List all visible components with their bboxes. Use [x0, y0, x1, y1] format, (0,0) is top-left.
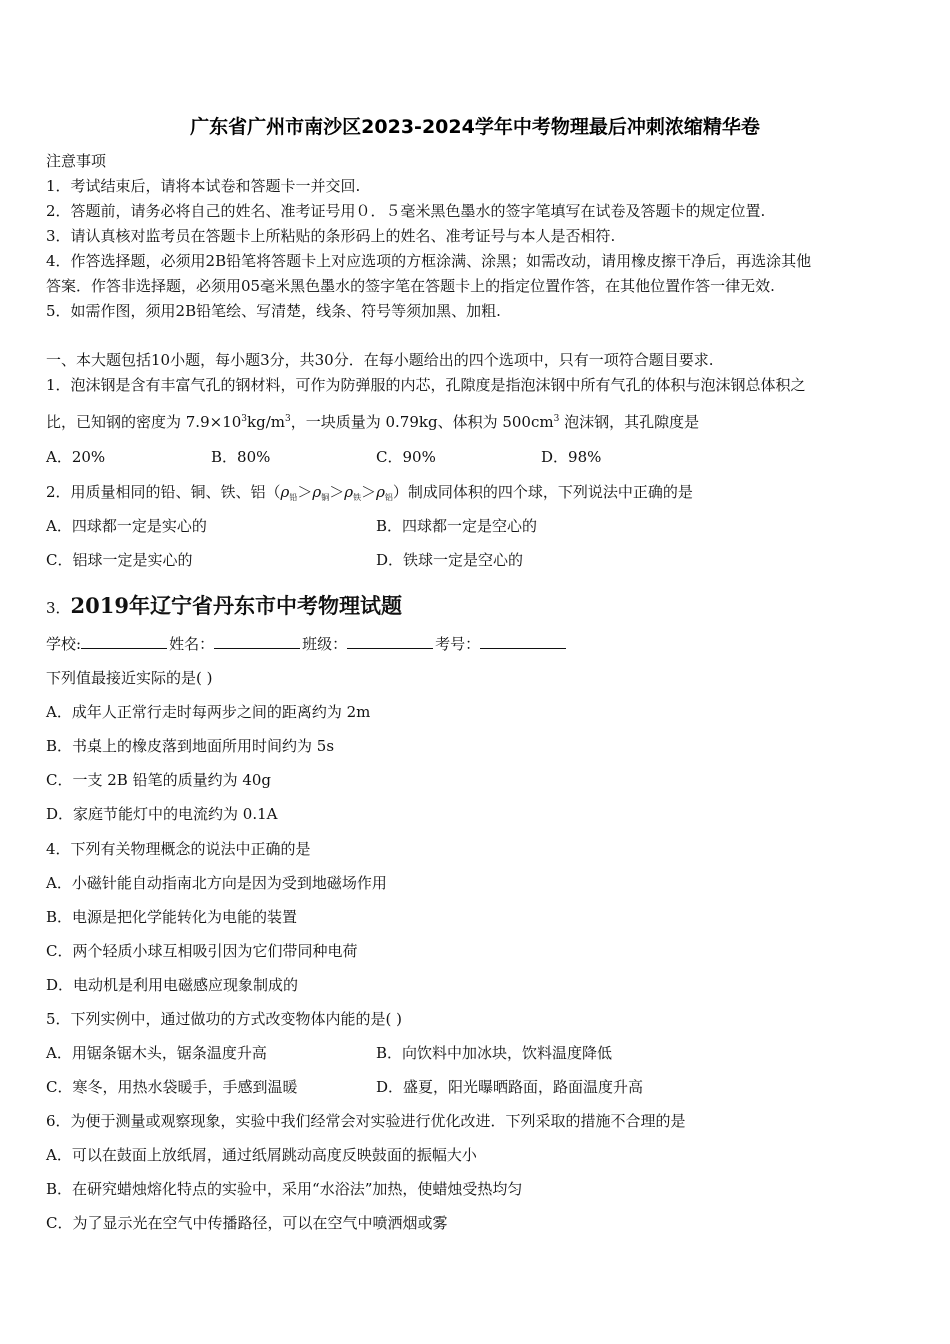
- q1-text-b: kg/m: [247, 413, 285, 431]
- q1-text-a: 比，已知钢的密度为 7.9×10: [46, 413, 242, 431]
- exam-heading-text: 2019年辽宁省丹东市中考物理试题: [70, 593, 402, 618]
- q5-option-c: C．寒冬，用热水袋暖手，手感到温暖: [46, 1078, 298, 1096]
- q1-option-c: C．90%: [376, 448, 436, 466]
- notice-heading: 注意事项: [46, 152, 107, 170]
- notice-item: 5．如需作图，须用2B铅笔绘、写清楚，线条、符号等须加黑、加粗.: [46, 302, 501, 320]
- q2-sub-lead: 铅: [289, 493, 298, 502]
- q2-text-pre: 2．用质量相同的铅、铜、铁、铝（: [46, 483, 281, 501]
- exam-heading: [46, 592, 402, 622]
- q1-stem-line2: [46, 412, 699, 432]
- q6-option-a: A．可以在鼓面上放纸屑，通过纸屑跳动高度反映鼓面的振幅大小: [46, 1146, 477, 1164]
- q4-option-b: B．电源是把化学能转化为电能的装置: [46, 908, 298, 926]
- q1-option-a: A．20%: [46, 448, 106, 466]
- q3-stem: 下列值最接近实际的是( ): [46, 669, 213, 687]
- q4-option-d: D．电动机是利用电磁感应现象制成的: [46, 976, 299, 994]
- q5-option-a: A．用锯条锯木头，锯条温度升高: [46, 1044, 267, 1062]
- q4-stem: 4．下列有关物理概念的说法中正确的是: [46, 840, 311, 858]
- q1-stem-line1: 1．泡沫钢是含有丰富气孔的钢材料，可作为防弹服的内芯，孔隙度是指泡沫钢中所有气孔的体积与泡沫钢总体积之: [46, 376, 806, 394]
- q5-option-d: D．盛夏，阳光曝晒路面，路面温度升高: [376, 1078, 644, 1096]
- q2-option-a: A．四球都一定是实心的: [46, 517, 207, 535]
- notice-item: 2．答题前，请务必将自己的姓名、准考证号用０．５毫米黑色墨水的签字笔填写在试卷及答题卡的规定位置.: [46, 202, 766, 220]
- gt-symbol: ＞: [297, 483, 313, 501]
- q1-sup-2: 3: [284, 414, 291, 424]
- q1-sup-3: 3: [553, 414, 560, 424]
- student-info-line: [46, 634, 568, 654]
- school-blank[interactable]: [81, 634, 167, 649]
- name-blank[interactable]: [214, 634, 300, 649]
- notice-item: 3．请认真核对监考员在答题卡上所粘贴的条形码上的姓名、准考证号与本人是否相符.: [46, 227, 616, 245]
- q1-option-b: B．80%: [211, 448, 271, 466]
- gt-symbol: ＞: [329, 483, 345, 501]
- section-heading: 一、本大题包括10小题，每小题3分，共30分．在每小题给出的四个选项中，只有一项符合题目要求.: [46, 351, 714, 369]
- q2-text-post: ）制成同体积的四个球，下列说法中正确的是: [392, 483, 693, 501]
- school-label: 学校:: [46, 635, 82, 653]
- q5-stem: 5．下列实例中，通过做功的方式改变物体内能的是( ): [46, 1010, 403, 1028]
- exam-heading-number: 3．: [46, 599, 71, 617]
- q5-option-b: B．向饮料中加冰块，饮料温度降低: [376, 1044, 613, 1062]
- number-blank[interactable]: [480, 634, 566, 649]
- notice-item: 答案．作答非选择题，必须用05毫米黑色墨水的签字笔在答题卡上的指定位置作答，在其他位置作答一律无效.: [46, 277, 775, 295]
- q3-option-b: B．书桌上的橡皮落到地面所用时间约为 5s: [46, 737, 335, 755]
- q1-option-d: D．98%: [541, 448, 602, 466]
- q3-option-a: A．成年人正常行走时每两步之间的距离约为 2m: [46, 703, 371, 721]
- q4-option-c: C．两个轻质小球互相吸引因为它们带同种电荷: [46, 942, 358, 960]
- class-blank[interactable]: [347, 634, 433, 649]
- notice-item: 4．作答选择题，必须用2B铅笔将答题卡上对应选项的方框涂满、涂黑；如需改动，请用橡皮擦干净后，再选涂其他: [46, 252, 812, 270]
- number-label: 考号：: [435, 635, 481, 653]
- page-title: 广东省广州市南沙区2023-2024学年中考物理最后冲刺浓缩精华卷: [190, 116, 760, 138]
- gt-symbol: ＞: [361, 483, 377, 501]
- q1-text-d: 泡沫钢，其孔隙度是: [559, 413, 700, 431]
- q2-sub-copper: 铜: [321, 493, 330, 502]
- name-label: 姓名：: [169, 635, 215, 653]
- q1-text-c: ，一块质量为 0.79kg、体积为 500cm: [290, 413, 554, 431]
- q6-option-c: C．为了显示光在空气中传播路径，可以在空气中喷洒烟或雾: [46, 1214, 448, 1232]
- q2-option-b: B．四球都一定是空心的: [376, 517, 538, 535]
- q2-option-d: D．铁球一定是空心的: [376, 551, 524, 569]
- q3-option-c: C．一支 2B 铅笔的质量约为 40g: [46, 771, 272, 789]
- q2-sub-aluminum: 铝: [384, 493, 393, 502]
- rho-symbol: ρ: [280, 483, 290, 501]
- rho-symbol: ρ: [376, 483, 385, 501]
- rho-symbol: ρ: [344, 483, 354, 501]
- q1-sup-1: 3: [241, 414, 248, 424]
- rho-symbol: ρ: [312, 483, 322, 501]
- q6-stem: 6．为便于测量或观察现象，实验中我们经常会对实验进行优化改进．下列采取的措施不合理的是: [46, 1112, 686, 1130]
- class-label: 班级：: [302, 635, 348, 653]
- q6-option-b: B．在研究蜡烛熔化特点的实验中，采用“水浴法”加热，使蜡烛受热均匀: [46, 1180, 523, 1198]
- notice-item: 1．考试结束后，请将本试卷和答题卡一并交回.: [46, 177, 361, 195]
- q4-option-a: A．小磁针能自动指南北方向是因为受到地磁场作用: [46, 874, 387, 892]
- q2-option-c: C．铝球一定是实心的: [46, 551, 193, 569]
- q3-option-d: D．家庭节能灯中的电流约为 0.1A: [46, 805, 278, 823]
- q2-stem: [46, 482, 693, 502]
- q2-sub-iron: 铁: [353, 493, 362, 502]
